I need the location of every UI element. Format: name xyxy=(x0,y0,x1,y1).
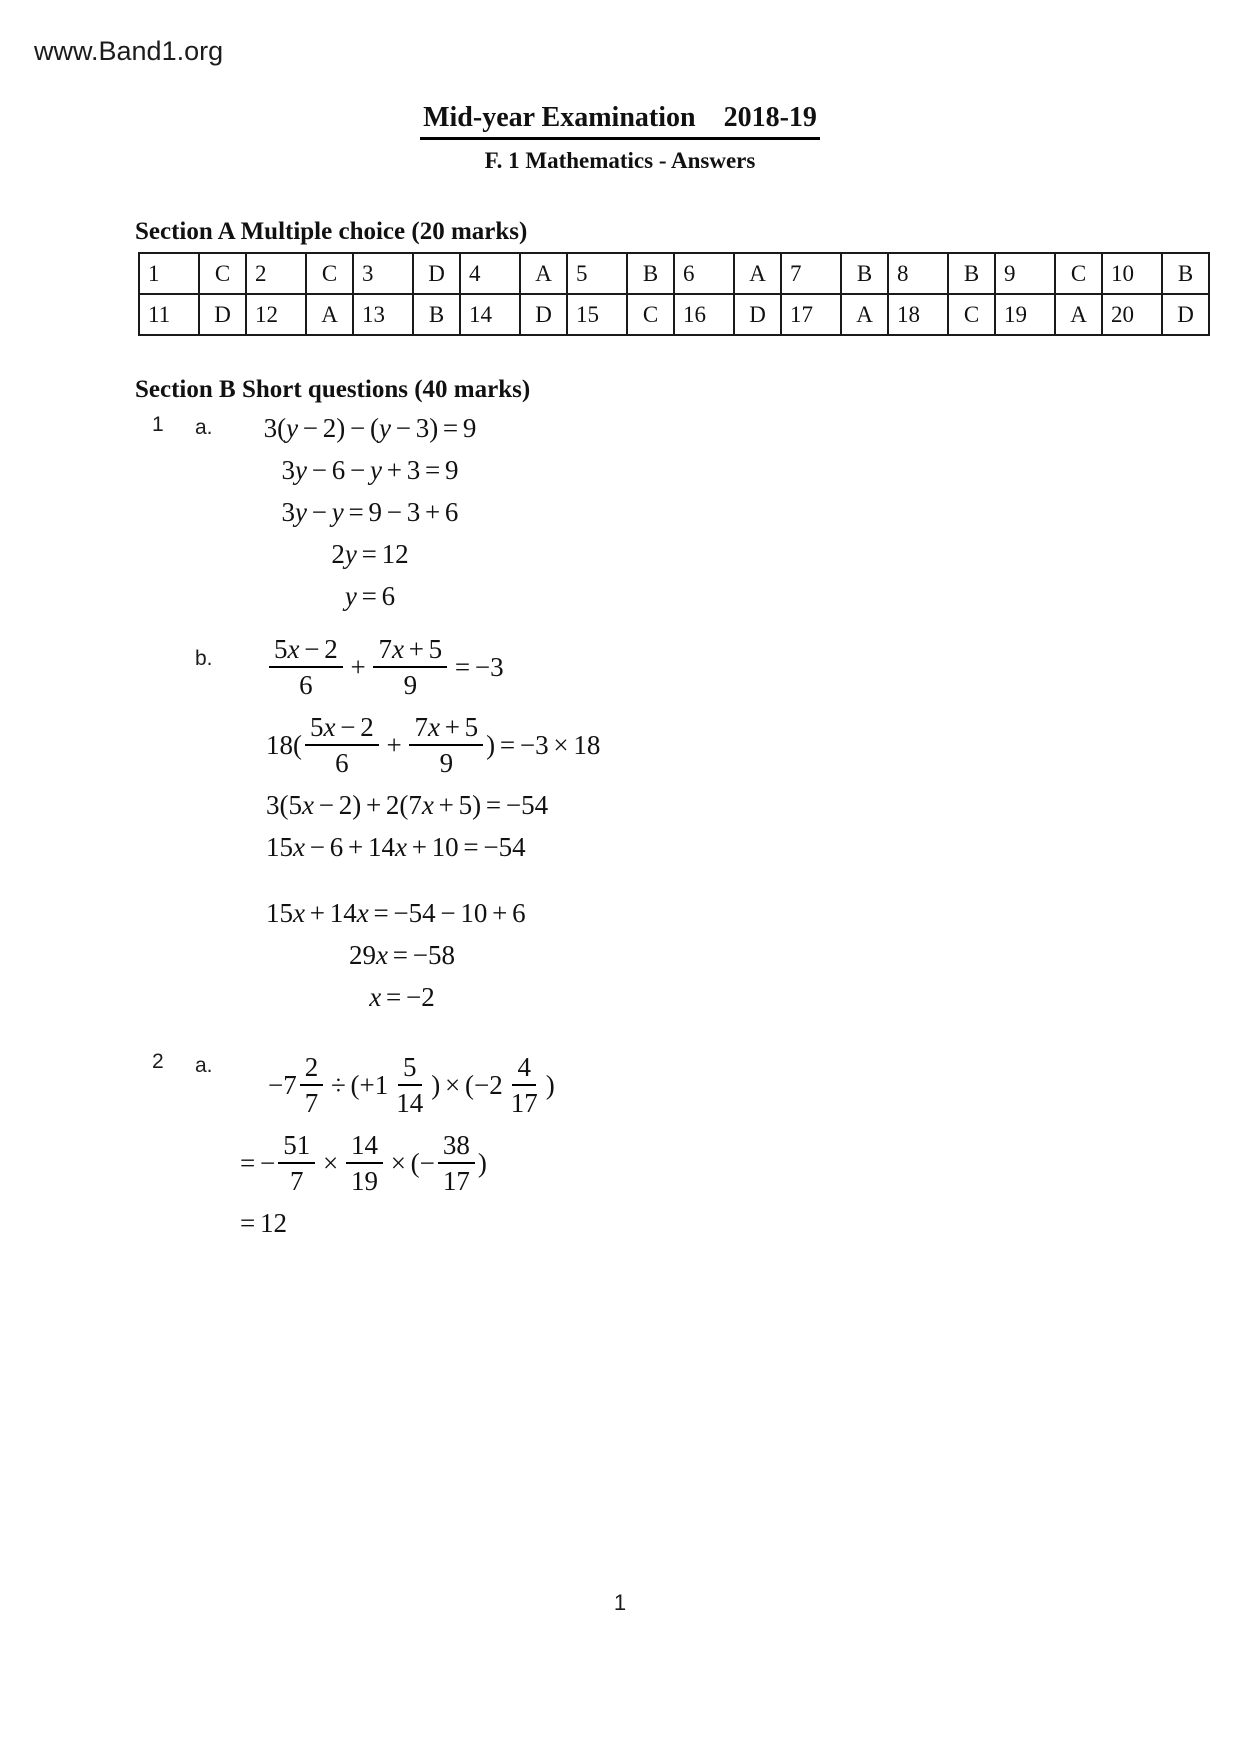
equation-block-q1-a xyxy=(205,407,535,617)
fraction-numerator: 14 xyxy=(346,1130,383,1164)
math-text: ) xyxy=(477,1147,487,1178)
equation-line xyxy=(205,449,535,491)
equation-line xyxy=(266,628,538,706)
equation-line xyxy=(205,533,535,575)
fraction-denominator: 6 xyxy=(299,670,313,700)
mc-answer: A xyxy=(734,253,781,294)
math-text: × (− xyxy=(385,1147,435,1178)
fraction-denominator: 7 xyxy=(304,1088,319,1118)
fraction xyxy=(409,712,483,778)
math-text: 15x − 6 + 14x + 10 = −54 xyxy=(266,831,526,862)
fraction-numerator: 5x − 2 xyxy=(269,634,343,668)
equation-line xyxy=(205,575,535,617)
math-text: 3y − y = 9 − 3 + 6 xyxy=(281,496,459,527)
fraction xyxy=(506,1052,543,1118)
mc-question-number: 8 xyxy=(888,253,948,294)
mc-answer: C xyxy=(199,253,246,294)
subtitle-row xyxy=(0,148,1240,174)
mc-answer: D xyxy=(1162,294,1209,335)
mc-question-number: 20 xyxy=(1102,294,1162,335)
mc-question-number: 7 xyxy=(781,253,841,294)
equation-line xyxy=(268,1046,570,1124)
section-b-heading: Section B Short questions (40 marks) xyxy=(135,376,531,403)
mc-answer: D xyxy=(734,294,781,335)
equation-line xyxy=(266,976,538,1018)
mc-question-number: 16 xyxy=(674,294,734,335)
math-text: x = −2 xyxy=(369,981,435,1012)
fraction-numerator: 51 xyxy=(278,1130,315,1164)
fraction-numerator: 2 xyxy=(300,1052,324,1086)
equation-line xyxy=(266,892,538,934)
fraction xyxy=(305,712,379,778)
mc-question-number: 19 xyxy=(995,294,1055,335)
equation-line xyxy=(266,826,538,868)
mc-answer: B xyxy=(627,253,674,294)
math-text: 3(5x − 2) + 2(7x + 5) = −54 xyxy=(266,789,549,820)
mc-answer: B xyxy=(841,253,888,294)
mc-question-number: 2 xyxy=(246,253,306,294)
equation-line xyxy=(266,934,538,976)
math-text: + xyxy=(381,729,407,760)
fraction xyxy=(346,1130,383,1196)
math-text: 2y = 12 xyxy=(331,538,409,569)
mc-question-number: 10 xyxy=(1102,253,1162,294)
equation-block-q2-a xyxy=(240,1046,570,1244)
site-watermark: www.Band1.org xyxy=(34,36,224,66)
mc-question-number: 12 xyxy=(246,294,306,335)
title-row xyxy=(0,102,1240,140)
mc-question-number: 17 xyxy=(781,294,841,335)
mc-question-number: 14 xyxy=(460,294,520,335)
math-text: + xyxy=(345,651,371,682)
mc-question-number: 15 xyxy=(567,294,627,335)
mc-answer: A xyxy=(520,253,567,294)
fraction-numerator: 4 xyxy=(512,1052,536,1086)
fraction-denominator: 14 xyxy=(396,1088,424,1118)
mc-table xyxy=(138,252,1210,336)
fraction-numerator: 5x − 2 xyxy=(305,712,379,746)
mc-answer: A xyxy=(841,294,888,335)
equation-block-q1-b xyxy=(266,628,601,1018)
mc-question-number: 6 xyxy=(674,253,734,294)
equation-line xyxy=(205,407,535,449)
fraction-numerator: 7x + 5 xyxy=(409,712,483,746)
mc-answer: B xyxy=(413,294,460,335)
equation-line xyxy=(240,1124,570,1202)
math-text: −7 xyxy=(268,1069,297,1100)
math-text: = 12 xyxy=(240,1207,287,1238)
mc-question-number: 3 xyxy=(353,253,413,294)
fraction-numerator: 7x + 5 xyxy=(373,634,447,668)
fraction-denominator: 17 xyxy=(442,1166,470,1196)
mc-answer: B xyxy=(948,253,995,294)
mc-question-number: 18 xyxy=(888,294,948,335)
mc-question-number: 13 xyxy=(353,294,413,335)
mc-answer: A xyxy=(306,294,353,335)
mc-question-number: 11 xyxy=(139,294,199,335)
math-text: ) xyxy=(545,1069,555,1100)
mc-answer: A xyxy=(1055,294,1102,335)
fraction-denominator: 9 xyxy=(403,670,418,700)
section-a-heading: Section A Multiple choice (20 marks) xyxy=(135,218,528,245)
math-text: 3(y − 2) − (y − 3) = 9 xyxy=(263,412,477,443)
math-text: ) × (−2 xyxy=(431,1069,503,1100)
question-number-2: 2 xyxy=(152,1050,164,1073)
math-text: 18( xyxy=(266,729,302,760)
mc-answer: D xyxy=(199,294,246,335)
fraction-denominator: 6 xyxy=(335,748,349,778)
mc-table-row xyxy=(139,294,1209,335)
fraction xyxy=(278,1130,315,1196)
fraction-numerator: 5 xyxy=(398,1052,422,1086)
mc-table-row xyxy=(139,253,1209,294)
fraction-denominator: 9 xyxy=(439,748,454,778)
part-label-q1-b: b. xyxy=(195,647,213,670)
equation-line xyxy=(240,1202,570,1244)
mc-question-number: 9 xyxy=(995,253,1055,294)
fraction xyxy=(269,634,343,700)
equation-line xyxy=(205,491,535,533)
math-text: ) = −3 × 18 xyxy=(486,729,601,760)
mc-table-body xyxy=(139,253,1209,335)
mc-answer: C xyxy=(948,294,995,335)
math-text: = −3 xyxy=(450,651,504,682)
math-text: = − xyxy=(240,1147,276,1178)
part-label-q2-a: a. xyxy=(195,1054,213,1077)
page-title: Mid-year Examination 2018-19 xyxy=(420,102,820,140)
mc-answer: C xyxy=(306,253,353,294)
fraction-numerator: 38 xyxy=(438,1130,475,1164)
mc-question-number: 5 xyxy=(567,253,627,294)
equation-line xyxy=(266,784,549,826)
math-text: 29x = −58 xyxy=(349,939,455,970)
fraction-denominator: 17 xyxy=(510,1088,538,1118)
fraction-denominator: 19 xyxy=(350,1166,378,1196)
mc-answer: D xyxy=(413,253,460,294)
math-text: 3y − 6 − y + 3 = 9 xyxy=(281,454,459,485)
math-text: × xyxy=(318,1147,343,1178)
fraction xyxy=(300,1052,324,1118)
math-text: 15x + 14x = −54 − 10 + 6 xyxy=(266,897,526,928)
page-number: 1 xyxy=(613,1590,627,1615)
mc-question-number: 4 xyxy=(460,253,520,294)
mc-answer: C xyxy=(1055,253,1102,294)
fraction xyxy=(373,634,447,700)
math-text: ÷ (+1 xyxy=(326,1069,389,1100)
part-label-q1-a: a. xyxy=(195,416,213,439)
math-text: y = 6 xyxy=(344,580,396,611)
fraction xyxy=(391,1052,428,1118)
fraction xyxy=(438,1130,475,1196)
mc-answer: D xyxy=(520,294,567,335)
question-number-1: 1 xyxy=(152,413,164,436)
page-subtitle: F. 1 Mathematics - Answers xyxy=(484,148,756,173)
mc-question-number: 1 xyxy=(139,253,199,294)
fraction-denominator: 7 xyxy=(289,1166,304,1196)
equation-line xyxy=(266,706,601,784)
mc-answer: C xyxy=(627,294,674,335)
mc-answer: B xyxy=(1162,253,1209,294)
